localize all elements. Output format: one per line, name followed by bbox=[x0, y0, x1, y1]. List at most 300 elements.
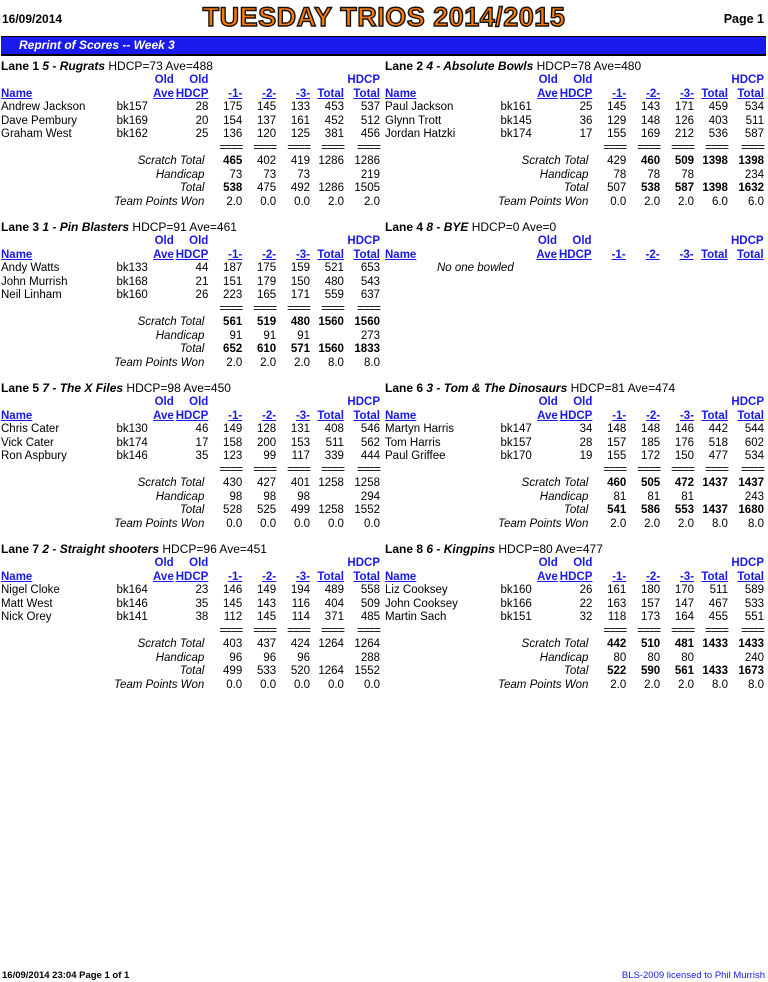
player-handicap: 26 bbox=[579, 584, 593, 596]
team-handicap-average: HDCP=98 Ave=450 bbox=[126, 381, 231, 395]
handicap-row-value: 81 bbox=[681, 490, 695, 503]
team-points-row-value: 2.0 bbox=[294, 356, 311, 369]
total-row-value: 652 bbox=[223, 343, 243, 355]
team-points-row-label: Team Points Won bbox=[114, 356, 205, 369]
scratch-total-row-value: 429 bbox=[607, 155, 627, 167]
player-game-3: 147 bbox=[674, 597, 695, 610]
player-row bbox=[1, 115, 382, 129]
scratch-total-row-label: Scratch Total bbox=[521, 477, 589, 489]
header-spacer bbox=[117, 74, 148, 88]
header-spacer bbox=[385, 396, 500, 410]
team-name: 3 - Tom & The Dinosaurs bbox=[426, 381, 568, 395]
col-game-3: -3- bbox=[679, 248, 694, 261]
lane-heading bbox=[1, 220, 382, 235]
player-game-1: 223 bbox=[223, 289, 243, 301]
team-points-row-value: 0.0 bbox=[260, 678, 277, 691]
separator-spacer bbox=[532, 625, 560, 639]
header-spacer bbox=[1, 235, 116, 249]
player-handicap: 19 bbox=[579, 450, 593, 462]
player-total: 518 bbox=[708, 436, 728, 449]
separator-spacer bbox=[117, 142, 148, 156]
total-row-value: 561 bbox=[674, 665, 695, 677]
team-points-row-value: 2.0 bbox=[364, 195, 380, 208]
player-game-2: 149 bbox=[256, 584, 277, 596]
team-points-row-label: Team Points Won bbox=[113, 678, 205, 691]
player-handicap: 23 bbox=[195, 584, 209, 596]
header-spacer bbox=[594, 557, 628, 571]
handicap-row-value bbox=[696, 491, 730, 505]
total-row-value: 571 bbox=[290, 343, 311, 355]
player-game-1: 151 bbox=[223, 275, 243, 288]
col-ave: Ave bbox=[537, 87, 558, 100]
team-handicap-average: HDCP=81 Ave=474 bbox=[570, 381, 676, 395]
scratch-total-row-value: 1264 bbox=[354, 638, 380, 650]
player-game-1: 123 bbox=[223, 450, 243, 462]
header-spacer bbox=[244, 74, 278, 88]
player-book-average: bk169 bbox=[116, 114, 148, 127]
separator-spacer bbox=[532, 142, 560, 156]
col-old-label: Old bbox=[154, 396, 174, 408]
col-hdcp: HDCP bbox=[175, 248, 209, 261]
col-hdcp-label: HDCP bbox=[731, 396, 764, 408]
lane-heading bbox=[385, 59, 766, 74]
handicap-row bbox=[385, 491, 766, 505]
player-handicap-total: 509 bbox=[360, 597, 380, 610]
col-hdcp: HDCP bbox=[559, 409, 593, 422]
player-game-1: 157 bbox=[607, 436, 627, 449]
player-game-2: 145 bbox=[256, 611, 277, 623]
team-points-row-value: 0.0 bbox=[226, 517, 243, 530]
player-name: Paul Jackson bbox=[385, 101, 454, 113]
scratch-total-row-label: Scratch Total bbox=[137, 155, 205, 167]
separator-mark: ==== bbox=[671, 463, 695, 476]
player-game-3: 150 bbox=[674, 450, 695, 462]
separator-spacer bbox=[500, 142, 531, 156]
col-game-2: -2- bbox=[645, 248, 660, 261]
separator-mark: ==== bbox=[741, 624, 764, 637]
handicap-row-value: 98 bbox=[297, 490, 311, 503]
player-book-average: bk164 bbox=[116, 584, 148, 596]
player-total: 459 bbox=[708, 101, 728, 113]
player-handicap: 46 bbox=[195, 423, 209, 435]
col-old-label: Old bbox=[189, 557, 209, 569]
player-game-3: 171 bbox=[674, 101, 695, 113]
total-row bbox=[1, 343, 382, 357]
team-points-row-value: 2.0 bbox=[644, 678, 661, 691]
scratch-total-row-value: 1286 bbox=[354, 155, 380, 167]
player-game-2: 185 bbox=[640, 436, 661, 449]
header-spacer bbox=[312, 557, 346, 571]
header-spacer bbox=[116, 410, 147, 424]
player-name: Dave Pembury bbox=[1, 114, 78, 127]
header-spacer bbox=[210, 396, 244, 410]
header-row bbox=[1, 88, 382, 102]
player-handicap-total: 551 bbox=[744, 611, 764, 623]
separator-spacer bbox=[148, 464, 176, 478]
header-spacer bbox=[1, 74, 117, 88]
player-game-3: 133 bbox=[290, 101, 311, 113]
scratch-total-row-value: 1258 bbox=[354, 477, 380, 489]
player-handicap: 21 bbox=[195, 275, 209, 288]
col-game-1: -1- bbox=[612, 570, 627, 583]
lane-number: Lane 8 bbox=[385, 542, 424, 556]
player-book-average: bk141 bbox=[116, 611, 148, 623]
total-row-value: 507 bbox=[607, 182, 627, 194]
total-row-label: Total bbox=[179, 665, 205, 677]
team-points-row-value: 8.0 bbox=[748, 517, 764, 530]
col-hdcp-total: Total bbox=[737, 570, 764, 583]
scratch-total-row bbox=[1, 477, 382, 491]
separator-mark: ==== bbox=[253, 463, 277, 476]
player-handicap-total: 511 bbox=[745, 114, 764, 127]
col-ave: Ave bbox=[153, 248, 174, 261]
scratch-total-row-label: Scratch Total bbox=[521, 155, 589, 167]
col-hdcp-label: HDCP bbox=[731, 74, 764, 86]
separator-spacer bbox=[385, 464, 500, 478]
col-game-3: -3- bbox=[295, 570, 311, 583]
handicap-row-value: 80 bbox=[681, 651, 695, 664]
handicap-row-value bbox=[696, 652, 730, 666]
scratch-total-row-value: 505 bbox=[640, 477, 661, 489]
header-spacer bbox=[1, 396, 116, 410]
total-row-label: Total bbox=[179, 504, 205, 516]
separator-spacer bbox=[176, 464, 211, 478]
player-name: Glynn Trott bbox=[385, 114, 442, 127]
team-points-row-label: Team Points Won bbox=[498, 517, 589, 530]
handicap-row-value: 98 bbox=[229, 490, 243, 503]
col-old-label: Old bbox=[538, 557, 558, 569]
header-spacer bbox=[628, 557, 662, 571]
team-handicap-average: HDCP=91 Ave=461 bbox=[132, 220, 237, 234]
team-points-row-value: 2.0 bbox=[678, 195, 695, 208]
player-handicap: 22 bbox=[579, 597, 593, 610]
col-name: Name bbox=[385, 87, 417, 100]
player-handicap: 44 bbox=[195, 262, 209, 274]
header-row bbox=[385, 88, 766, 102]
player-row bbox=[1, 289, 382, 303]
total-row-label: Total bbox=[179, 343, 205, 355]
handicap-row bbox=[1, 652, 382, 666]
team-points-row-value: 6.0 bbox=[748, 195, 764, 208]
lane-number: Lane 7 bbox=[1, 542, 40, 556]
header-row bbox=[385, 396, 766, 410]
player-old-average bbox=[532, 611, 560, 625]
header-spacer bbox=[501, 557, 532, 571]
lane-number: Lane 3 bbox=[1, 220, 40, 234]
player-old-average bbox=[532, 450, 560, 464]
player-game-3: 150 bbox=[290, 275, 311, 288]
player-total: 536 bbox=[708, 128, 728, 140]
player-name: Nigel Cloke bbox=[1, 584, 60, 596]
player-game-1: 112 bbox=[223, 611, 243, 623]
player-old-average bbox=[148, 101, 176, 115]
scratch-total-row-value: 1433 bbox=[702, 638, 728, 650]
col-old-label: Old bbox=[189, 235, 209, 247]
scratch-total-row-value: 1437 bbox=[702, 477, 728, 489]
col-hdcp: HDCP bbox=[559, 570, 593, 583]
player-name: Jordan Hatzki bbox=[385, 128, 456, 140]
player-name: Paul Griffee bbox=[385, 450, 446, 462]
col-old-label: Old bbox=[573, 74, 593, 86]
player-row bbox=[385, 598, 766, 612]
col-game-2: -2- bbox=[262, 248, 277, 261]
player-total: 453 bbox=[324, 101, 344, 113]
player-game-1: 175 bbox=[223, 101, 243, 113]
lane-heading bbox=[385, 381, 766, 396]
team-name: 6 - Kingpins bbox=[426, 542, 496, 556]
lane-number: Lane 5 bbox=[1, 381, 40, 395]
header-spacer bbox=[594, 74, 628, 88]
scratch-total-row-value: 1560 bbox=[354, 316, 380, 328]
footer-timestamp: 16/09/2014 23:04 Page 1 of 1 bbox=[2, 970, 130, 981]
col-hdcp-total: Total bbox=[353, 570, 380, 583]
separator-spacer bbox=[501, 625, 532, 639]
total-row-value: 1398 bbox=[702, 182, 728, 194]
player-handicap-total: 537 bbox=[360, 101, 380, 113]
player-game-3: 146 bbox=[674, 423, 695, 435]
scratch-total-row bbox=[1, 638, 382, 652]
col-hdcp-total: Total bbox=[353, 87, 380, 100]
scratch-total-row-value: 460 bbox=[640, 155, 661, 167]
player-game-2: 175 bbox=[256, 262, 277, 274]
player-game-1: 155 bbox=[607, 128, 627, 140]
col-total: Total bbox=[317, 409, 344, 422]
scratch-total-row-value: 437 bbox=[256, 638, 277, 650]
player-handicap: 20 bbox=[195, 114, 209, 127]
handicap-row-value: 98 bbox=[263, 490, 277, 503]
player-handicap: 17 bbox=[195, 436, 209, 449]
player-game-3: 131 bbox=[290, 423, 311, 435]
total-row-value: 538 bbox=[223, 182, 243, 194]
player-book-average: bk166 bbox=[500, 597, 532, 610]
col-game-3: -3- bbox=[295, 409, 311, 422]
scratch-total-row bbox=[1, 316, 382, 330]
team-points-row-value: 2.0 bbox=[226, 356, 243, 369]
player-book-average: bk174 bbox=[500, 128, 532, 140]
player-row bbox=[1, 262, 382, 276]
player-game-1: 161 bbox=[607, 584, 627, 596]
player-game-1: 154 bbox=[223, 114, 243, 127]
total-row-value: 1560 bbox=[318, 343, 344, 355]
handicap-row-value: 234 bbox=[744, 168, 764, 181]
player-total: 371 bbox=[324, 611, 344, 623]
player-handicap-total: 589 bbox=[744, 584, 764, 596]
separator-spacer bbox=[116, 303, 147, 317]
separator-mark: ==== bbox=[287, 141, 311, 154]
handicap-row-value bbox=[312, 169, 346, 183]
scratch-total-row-label: Scratch Total bbox=[521, 638, 589, 650]
player-handicap-total: 558 bbox=[360, 584, 380, 596]
separator-row bbox=[1, 464, 382, 478]
player-name: Andy Watts bbox=[1, 262, 60, 274]
header-spacer bbox=[312, 235, 346, 249]
player-handicap-total: 562 bbox=[360, 436, 380, 449]
header-spacer bbox=[628, 235, 662, 249]
player-total: 480 bbox=[324, 275, 344, 288]
col-old-label: Old bbox=[537, 235, 557, 247]
separator-mark: ==== bbox=[357, 463, 380, 476]
total-row-value: 1286 bbox=[318, 182, 344, 194]
team-handicap-average: HDCP=73 Ave=488 bbox=[108, 59, 213, 73]
handicap-row-value: 243 bbox=[744, 490, 764, 503]
player-game-3: 171 bbox=[290, 289, 311, 301]
player-handicap-total: 637 bbox=[360, 289, 380, 301]
lane-score-table bbox=[1, 74, 382, 209]
player-row bbox=[385, 611, 766, 625]
header-spacer bbox=[117, 88, 148, 102]
lane-block bbox=[385, 59, 766, 209]
header-spacer bbox=[628, 396, 662, 410]
col-old-label: Old bbox=[189, 396, 209, 408]
lane-block bbox=[1, 220, 382, 370]
player-game-2: 120 bbox=[257, 128, 277, 140]
handicap-row-value: 294 bbox=[360, 490, 380, 503]
scratch-total-row-value: 1398 bbox=[702, 155, 728, 167]
col-ave: Ave bbox=[536, 248, 557, 261]
header-spacer bbox=[116, 557, 147, 571]
lane-heading bbox=[1, 59, 382, 74]
player-handicap: 17 bbox=[579, 128, 593, 140]
team-points-row-value: 0.0 bbox=[327, 678, 344, 691]
team-points-row-value: 8.0 bbox=[364, 356, 380, 369]
player-game-1: 145 bbox=[607, 101, 627, 113]
player-game-1: 129 bbox=[607, 114, 627, 127]
player-handicap: 32 bbox=[579, 611, 593, 623]
player-row bbox=[385, 423, 766, 437]
col-name: Name bbox=[385, 248, 417, 261]
col-name: Name bbox=[1, 409, 33, 422]
lane-heading bbox=[1, 381, 382, 396]
scratch-total-row-value: 510 bbox=[640, 638, 661, 650]
col-game-3: -3- bbox=[295, 248, 311, 261]
lane-block bbox=[385, 542, 766, 692]
player-handicap-total: 587 bbox=[744, 128, 764, 140]
header-spacer bbox=[501, 571, 532, 585]
player-game-3: 159 bbox=[290, 262, 311, 274]
player-old-average bbox=[532, 584, 560, 598]
player-row bbox=[385, 450, 766, 464]
scratch-total-row-value: 1433 bbox=[738, 638, 764, 650]
player-book-average: bk145 bbox=[500, 114, 532, 127]
lane-number: Lane 1 bbox=[1, 59, 40, 73]
header-spacer bbox=[500, 74, 531, 88]
player-name: John Cooksey bbox=[385, 597, 458, 610]
separator-mark: ==== bbox=[603, 463, 627, 476]
team-points-row bbox=[1, 357, 382, 371]
scratch-total-row-label: Scratch Total bbox=[137, 638, 205, 650]
scratch-total-row-value: 1398 bbox=[738, 155, 764, 167]
lane-score-table bbox=[385, 557, 766, 692]
handicap-row bbox=[1, 169, 382, 183]
col-game-1: -1- bbox=[228, 87, 243, 100]
scratch-total-row-value: 472 bbox=[674, 477, 695, 489]
total-row-value: 499 bbox=[290, 504, 311, 516]
col-hdcp: HDCP bbox=[559, 87, 593, 100]
separator-mark: ==== bbox=[253, 302, 277, 315]
header-spacer bbox=[278, 74, 312, 88]
team-name: 2 - Straight shooters bbox=[42, 542, 160, 556]
player-total: 452 bbox=[324, 114, 344, 127]
player-old-average bbox=[532, 128, 560, 142]
player-book-average: bk161 bbox=[500, 101, 532, 113]
lane-score-table bbox=[385, 235, 766, 276]
player-handicap: 25 bbox=[195, 128, 209, 140]
header-spacer bbox=[210, 557, 244, 571]
total-row-value: 587 bbox=[674, 182, 695, 194]
col-game-2: -2- bbox=[646, 570, 661, 583]
player-total: 455 bbox=[708, 611, 728, 623]
player-handicap: 35 bbox=[195, 450, 209, 462]
separator-mark: ==== bbox=[741, 141, 764, 154]
col-game-2: -2- bbox=[646, 87, 661, 100]
player-old-average bbox=[148, 423, 176, 437]
handicap-row-label: Handicap bbox=[539, 490, 589, 503]
total-row-value: 610 bbox=[256, 343, 277, 355]
handicap-row-label: Handicap bbox=[155, 329, 205, 342]
page-number: Page 1 bbox=[723, 12, 764, 26]
header-spacer bbox=[116, 571, 147, 585]
player-game-1: 118 bbox=[607, 611, 627, 623]
separator-spacer bbox=[560, 625, 595, 639]
col-hdcp-label: HDCP bbox=[731, 235, 764, 247]
separator-spacer bbox=[560, 142, 595, 156]
col-total: Total bbox=[701, 409, 728, 422]
separator-spacer bbox=[148, 142, 176, 156]
player-old-average bbox=[148, 276, 176, 290]
handicap-row-value bbox=[312, 330, 346, 344]
total-row-value: 538 bbox=[640, 182, 661, 194]
scratch-total-row bbox=[385, 477, 766, 491]
report-banner bbox=[1, 36, 766, 56]
handicap-row-value: 96 bbox=[229, 651, 243, 664]
player-game-1: 149 bbox=[223, 423, 243, 435]
lane-block bbox=[1, 59, 382, 209]
team-points-row-value: 2.0 bbox=[226, 195, 243, 208]
player-game-2: 200 bbox=[256, 436, 277, 449]
handicap-row-value: 219 bbox=[360, 168, 380, 181]
scratch-total-row-value: 430 bbox=[223, 477, 243, 489]
total-row bbox=[1, 504, 382, 518]
team-name: 4 - Absolute Bowls bbox=[426, 59, 534, 73]
total-row bbox=[385, 504, 766, 518]
col-old-label: Old bbox=[189, 74, 209, 86]
player-game-1: 146 bbox=[223, 584, 243, 596]
team-points-row-value: 2.0 bbox=[678, 517, 695, 530]
header-spacer bbox=[278, 557, 312, 571]
player-name: Martyn Harris bbox=[385, 423, 455, 435]
team-points-row bbox=[385, 518, 766, 532]
header-spacer bbox=[278, 396, 312, 410]
separator-spacer bbox=[148, 625, 176, 639]
col-game-1: -1- bbox=[612, 87, 627, 100]
player-row bbox=[1, 276, 382, 290]
handicap-row-value: 273 bbox=[360, 329, 380, 342]
player-book-average: bk160 bbox=[500, 584, 532, 596]
scratch-total-row-value: 519 bbox=[256, 316, 277, 328]
separator-mark: ==== bbox=[357, 624, 380, 637]
col-name: Name bbox=[1, 248, 33, 261]
handicap-row-value: 96 bbox=[297, 651, 311, 664]
header-row bbox=[385, 410, 766, 424]
total-row bbox=[1, 665, 382, 679]
player-game-2: 99 bbox=[263, 450, 277, 462]
handicap-row-value: 80 bbox=[613, 651, 627, 664]
player-name: Neil Linham bbox=[1, 289, 62, 301]
separator-row bbox=[385, 142, 766, 156]
player-old-average bbox=[148, 598, 176, 612]
header-row bbox=[385, 249, 766, 263]
scratch-total-row-value: 419 bbox=[290, 155, 311, 167]
